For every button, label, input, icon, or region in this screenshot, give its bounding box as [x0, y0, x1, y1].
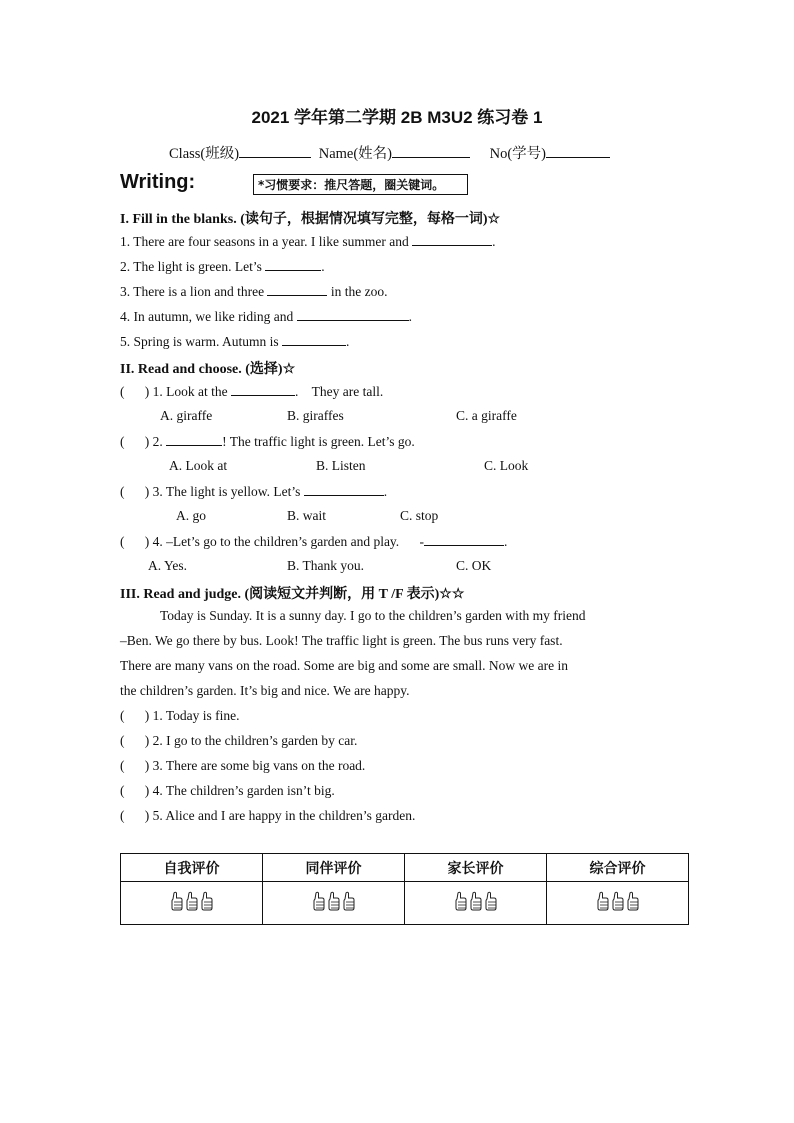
thumbs-up-icon: [312, 891, 325, 916]
thumbs-up-icon: [185, 891, 198, 916]
fill-item-5: [120, 333, 349, 350]
answer-blank[interactable]: [412, 233, 492, 246]
peer-eval-header: 同伴评价: [263, 854, 405, 882]
question-text: -: [419, 534, 424, 549]
fill-item-3: [120, 283, 387, 300]
option-c[interactable]: C. Look: [484, 458, 529, 473]
option-b[interactable]: B. Thank you.: [287, 558, 364, 573]
item-text: 2. The light is green. Let’s: [120, 259, 262, 274]
overall-eval-header: 综合评价: [547, 854, 689, 882]
fill-item-4: [120, 308, 412, 325]
thumbs-up-icon: [170, 891, 183, 916]
judge-text: 5. Alice and I are happy in the children’s garden.: [152, 808, 416, 823]
section2-heading: II. Read and choose. (选择)☆: [120, 362, 296, 377]
question-text: .: [383, 484, 388, 499]
option-a[interactable]: A. giraffe: [160, 408, 213, 423]
question-text: 2.: [152, 434, 163, 449]
answer-blank[interactable]: [267, 283, 327, 296]
thumbs-up-icon: [454, 891, 467, 916]
thumbs-up-icon: [626, 891, 639, 916]
item-text: 5. Spring is warm. Autumn is: [120, 334, 279, 349]
passage-line: the children’s garden. It’s big and nice. We are happy.: [120, 683, 410, 698]
no-blank[interactable]: [546, 145, 610, 158]
answer-parens[interactable]: ( ): [120, 484, 150, 499]
self-eval-cell[interactable]: [121, 882, 263, 925]
thumbs-up-icon: [342, 891, 355, 916]
option-b[interactable]: B. wait: [287, 508, 326, 523]
question-text: 3. The light is yellow. Let’s: [152, 484, 301, 499]
passage-line: –Ben. We go there by bus. Look! The traffic light is green. The bus runs very fast.: [120, 633, 563, 648]
judge-item-2: [120, 733, 357, 749]
judge-text: 2. I go to the children’s garden by car.: [152, 733, 358, 748]
item-text: 3. There is a lion and three: [120, 284, 265, 299]
item-text: in the zoo.: [330, 284, 388, 299]
judge-text: 3. There are some big vans on the road.: [152, 758, 366, 773]
judge-text: 4. The children’s garden isn’t big.: [152, 783, 335, 798]
choice-question-2: [120, 433, 415, 450]
item-text: .: [408, 309, 412, 324]
answer-parens[interactable]: ( ): [120, 783, 150, 798]
fill-item-1: [120, 233, 496, 250]
option-a[interactable]: A. Look at: [169, 458, 228, 473]
evaluation-table: [120, 853, 689, 925]
question-text: 1. Look at the: [152, 384, 228, 399]
class-blank[interactable]: [239, 145, 311, 158]
item-text: .: [321, 259, 325, 274]
name-label: Name(姓名): [318, 146, 392, 162]
option-a[interactable]: A. go: [176, 508, 206, 523]
option-c[interactable]: C. OK: [456, 558, 492, 573]
section1-heading: I. Fill in the blanks. (读句子，根据情况填写完整，每格一词)☆: [120, 212, 501, 227]
option-c[interactable]: C. a giraffe: [456, 408, 517, 423]
answer-parens[interactable]: ( ): [120, 384, 150, 399]
writing-label: Writing:: [120, 171, 196, 193]
answer-blank[interactable]: [282, 333, 346, 346]
peer-eval-cell[interactable]: [263, 882, 405, 925]
parent-eval-header: 家长评价: [405, 854, 547, 882]
choice-question-4: ( ) 4. –Let’s go to the children’s garden and play. - .: [120, 534, 508, 549]
thumbs-up-icon: [596, 891, 609, 916]
judge-item-4: [120, 783, 335, 799]
habit-note: *习惯要求：推尺答题，圈关键词。: [253, 174, 468, 195]
judge-item-5: [120, 808, 415, 824]
overall-eval-cell[interactable]: [547, 882, 689, 925]
choice-question-3: [120, 483, 387, 500]
answer-parens[interactable]: ( ): [120, 808, 150, 823]
answer-blank[interactable]: [297, 308, 409, 321]
class-label: Class(班级): [169, 146, 240, 162]
answer-blank[interactable]: [304, 483, 384, 496]
answer-parens[interactable]: ( ): [120, 434, 150, 449]
passage-line: Today is Sunday. It is a sunny day. I go to the children’s garden with my friend: [160, 608, 586, 623]
judge-item-3: [120, 758, 365, 774]
answer-blank[interactable]: [265, 258, 321, 271]
option-b[interactable]: B. Listen: [316, 458, 366, 473]
item-text: 1. There are four seasons in a year. I like summer and: [120, 234, 409, 249]
thumbs-up-icon: [611, 891, 624, 916]
name-blank[interactable]: [392, 145, 470, 158]
answer-parens[interactable]: ( ): [120, 758, 150, 773]
answer-blank[interactable]: [166, 433, 222, 446]
choice-question-1: ( ) 1. Look at the . They are tall.: [120, 384, 384, 399]
fill-item-2: [120, 258, 325, 275]
thumbs-up-icon: [327, 891, 340, 916]
answer-parens[interactable]: ( ): [120, 534, 150, 549]
passage-line: There are many vans on the road. Some are big and some are small. Now we are in: [120, 658, 568, 673]
answer-blank[interactable]: [424, 533, 504, 546]
answer-parens[interactable]: ( ): [120, 733, 150, 748]
item-text: 4. In autumn, we like riding and: [120, 309, 294, 324]
thumbs-up-icon: [484, 891, 497, 916]
item-text: .: [346, 334, 350, 349]
parent-eval-cell[interactable]: [405, 882, 547, 925]
judge-text: 1. Today is fine.: [152, 708, 240, 723]
thumbs-up-icon: [469, 891, 482, 916]
question-text: They are tall.: [311, 384, 384, 399]
section3-heading: III. Read and judge. (阅读短文并判断，用 T /F 表示)☆☆: [120, 587, 465, 602]
evaluation-thumbs-row: [121, 882, 689, 925]
item-text: .: [492, 234, 496, 249]
question-text: 4. –Let’s go to the children’s garden and play.: [152, 534, 400, 549]
answer-blank[interactable]: [231, 383, 295, 396]
judge-item-1: [120, 708, 240, 724]
answer-parens[interactable]: ( ): [120, 708, 150, 723]
student-info-line: [169, 142, 610, 163]
evaluation-header-row: [121, 854, 689, 882]
question-text: ! The traffic light is green. Let’s go.: [222, 434, 415, 449]
option-c[interactable]: C. stop: [400, 508, 439, 523]
self-eval-header: 自我评价: [121, 854, 263, 882]
thumbs-up-icon: [200, 891, 213, 916]
no-label: No(学号): [489, 146, 547, 162]
option-a[interactable]: A. Yes.: [148, 558, 188, 573]
page-title: 2021 学年第二学期 2B M3U2 练习卷 1: [251, 108, 543, 127]
option-b[interactable]: B. giraffes: [287, 408, 344, 423]
